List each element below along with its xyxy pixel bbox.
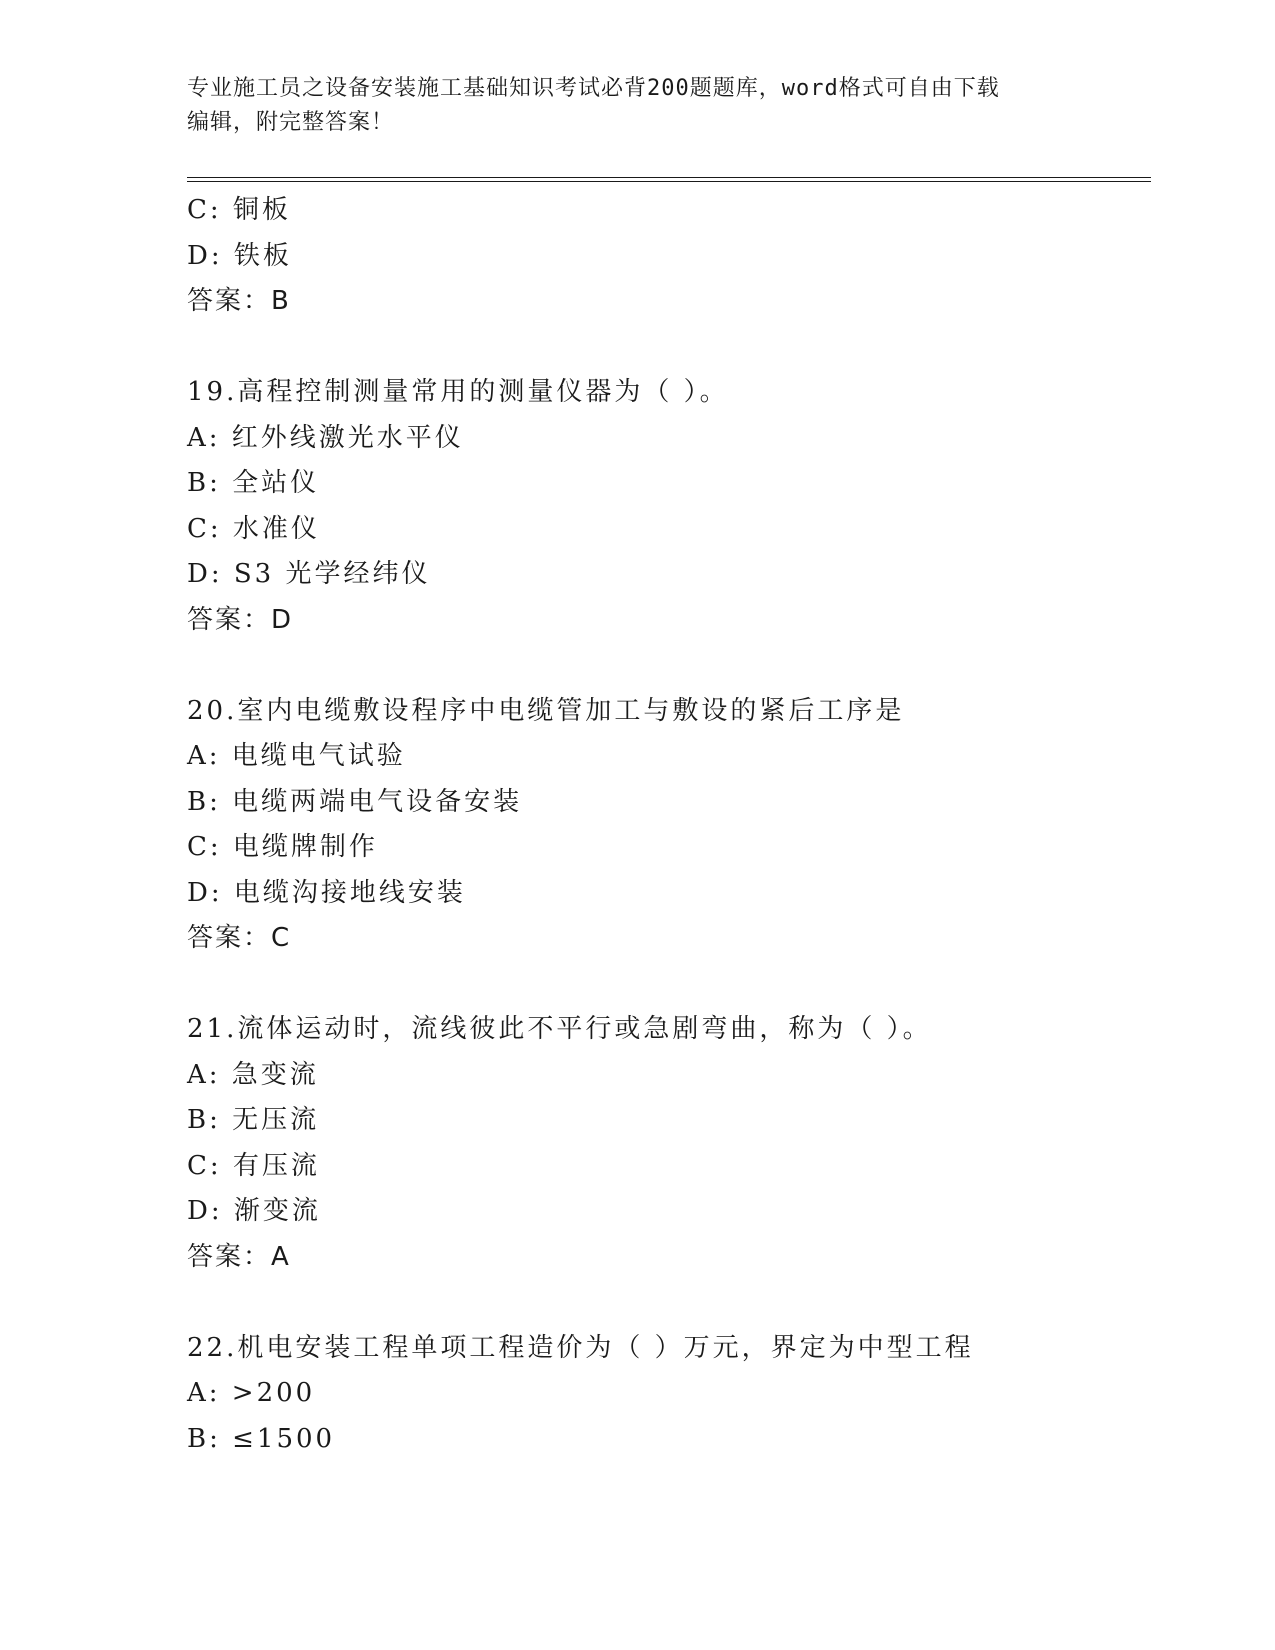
question-stem: 19.高程控制测量常用的测量仪器为（ ）。 [187, 377, 729, 407]
option-a: A: 红外线激光水平仪 [187, 422, 464, 453]
option-d: D: 渐变流 [187, 1196, 321, 1226]
option-b: B: 电缆两端电气设备安装 [187, 786, 523, 817]
option-d: D: 电缆沟接地线安装 [187, 877, 466, 908]
question-stem: 22.机电安装工程单项工程造价为（ ）万元，界定为中型工程 [187, 1332, 974, 1363]
question-list [187, 188, 1147, 1462]
option-c: C: 电缆牌制作 [187, 832, 378, 862]
option-a: A: 电缆电气试验 [187, 741, 406, 771]
option-c: C: 有压流 [187, 1150, 320, 1181]
spacer [187, 643, 1147, 689]
option-b: B: 无压流 [187, 1105, 320, 1135]
option-c: C: 铜板 [187, 195, 291, 225]
option-c: C: 水准仪 [187, 513, 320, 544]
spacer [187, 962, 1147, 1008]
option-d: D: 铁板 [187, 240, 292, 271]
question-stem: 20.室内电缆敷设程序中电缆管加工与敷设的紧后工序是 [187, 695, 905, 726]
option-a: A: >200 [187, 1378, 316, 1408]
spacer [187, 1280, 1147, 1326]
answer-line: 答案：C [187, 923, 292, 953]
header-title-line-2: 编辑，附完整答案！ [187, 110, 395, 135]
spacer [187, 325, 1147, 371]
question-stem: 21.流体运动时，流线彼此不平行或急剧弯曲，称为（ ）。 [187, 1014, 932, 1044]
header-divider-bottom [187, 181, 1151, 182]
header-title-line-1: 专业施工员之设备安装施工基础知识考试必背200题题库，word格式可自由下载 [187, 76, 1000, 101]
document-header [187, 72, 1067, 140]
option-a: A: 急变流 [187, 1059, 319, 1090]
option-d: D: S3 光学经纬仪 [187, 559, 431, 589]
answer-line: 答案：D [187, 604, 294, 635]
header-divider-top [187, 177, 1151, 178]
option-b: B: ≤1500 [187, 1423, 336, 1454]
answer-line: 答案：B [187, 286, 291, 316]
answer-line: 答案：A [187, 1241, 291, 1272]
option-b: B: 全站仪 [187, 468, 320, 498]
